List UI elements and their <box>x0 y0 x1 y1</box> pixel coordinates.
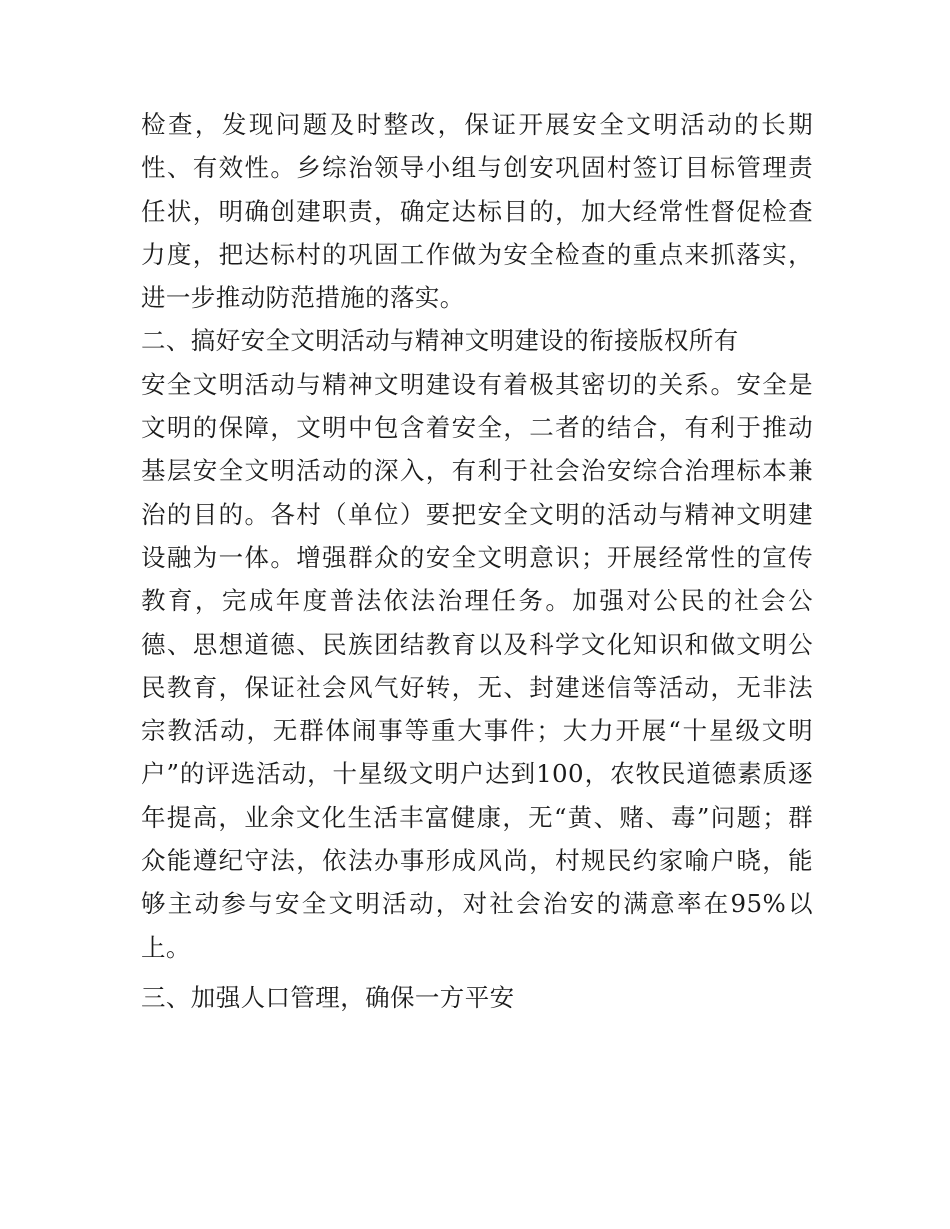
document-body <box>141 103 813 1019</box>
paragraph-inspection: 检查，发现问题及时整改，保证开展安全文明活动的长期性、有效性。乡综治领导小组与创安巩固村签订目标管理责任状，明确创建职责，确定达标目的，加大经常性督促检查力度，把达标村的巩固工作做为安全检查的重点来抓落实，进一步推动防范措施的落实。 <box>141 110 813 313</box>
section-heading-two: 二、搞好安全文明活动与精神文明建设的衔接版权所有 <box>141 326 739 356</box>
section-heading-three: 三、加强人口管理，确保一方平安 <box>141 982 515 1012</box>
paragraph-civilization: 安全文明活动与精神文明建设有着极其密切的关系。安全是文明的保障，文明中包含着安全，二者的结合，有利于推动基层安全文明活动的深入，有利于社会治安综合治理标本兼治的目的。各村（单位）要把安全文明的活动与精神文明建设融为一体。增强群众的安全文明意识；开展经常性的宣传教育，完成年度普法依法治理任务。加强对公民的社会公德、思想道德、民族团结教育以及科学文化知识和做文明公民教育，保证社会风气好转，无、封建迷信等活动，无非法宗教活动，无群体闹事等重大事件；大力开展“十星级文明户”的评选活动，十星级文明户达到100，农牧民道德素质逐年提高，业余文化生活丰富健康，无“黄、赌、毒”问题；群众能遵纪守法，依法办事形成风尚，村规民约家喻户晓，能够主动参与安全文明活动，对社会治安的满意率在95%以上。 <box>141 369 813 962</box>
paragraph-spacer <box>141 969 813 976</box>
